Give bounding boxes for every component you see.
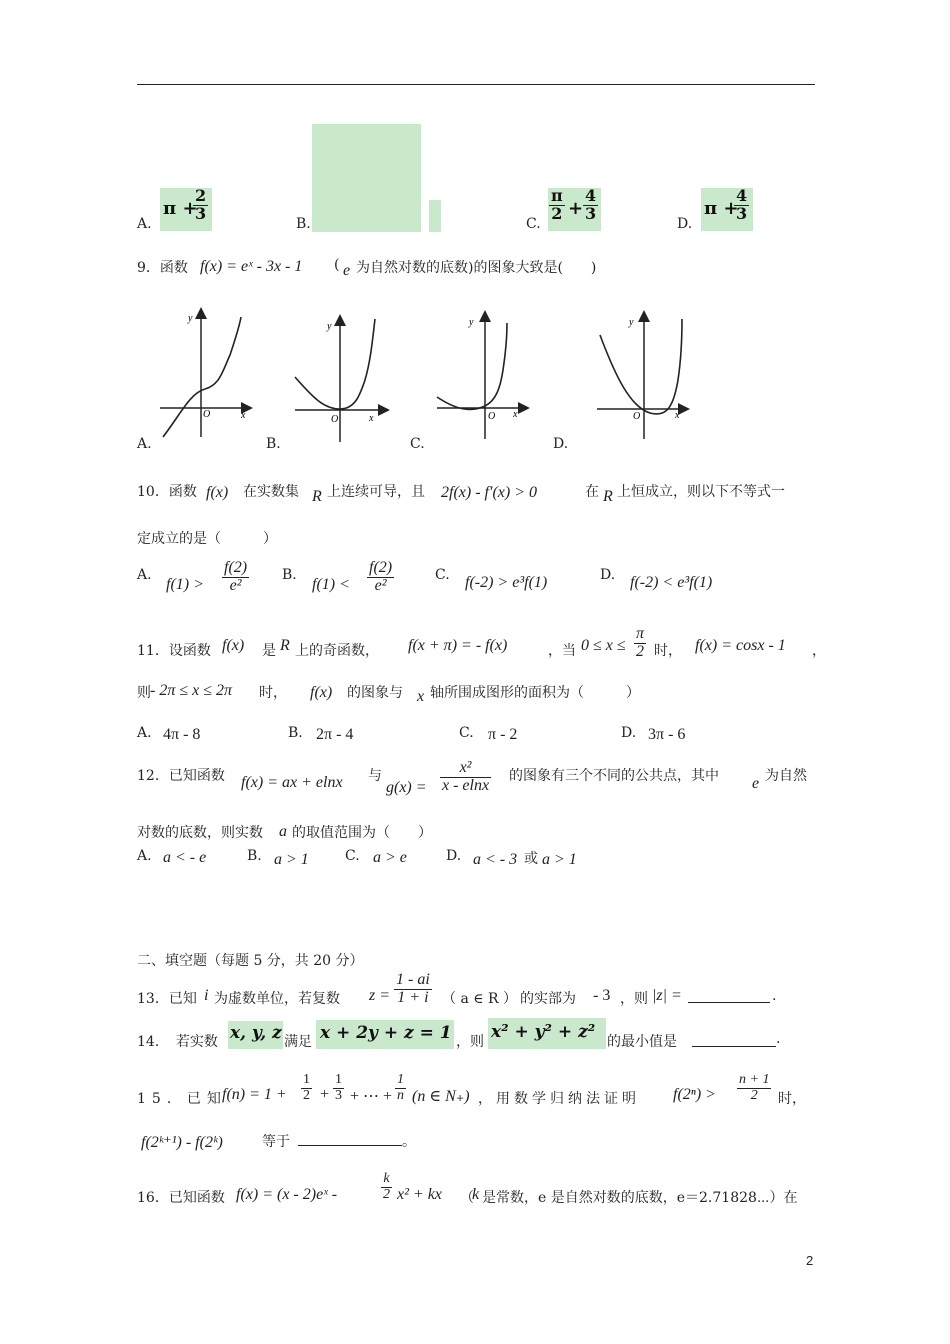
q11-option-a: 4π - 8 (163, 726, 201, 743)
q9-stem-suffix: 为自然对数的底数)的图象大致是( ) (356, 260, 597, 276)
q15-term1: $\frac{1}{2}$ (303, 1072, 310, 1103)
q15-text-c: 时， (778, 1091, 806, 1107)
q9-graphs (155, 305, 795, 445)
q8-option-a-label: A. (137, 216, 152, 232)
q14-vars-highlight (228, 1021, 283, 1049)
q9-d-origin: O (633, 411, 641, 422)
q11-option-d-label: D. (621, 725, 637, 741)
q11-option-b: 2π - 4 (316, 726, 354, 743)
q10-text-d: 在 (585, 484, 599, 500)
q16-k: k (472, 1186, 480, 1203)
q10-option-c: f(-2) > e³f(1) (465, 574, 548, 591)
q14-end: . (776, 1031, 781, 1047)
q9-graph-c (437, 313, 527, 439)
q12-a: a (279, 823, 287, 840)
q9-b-x-label: x (369, 413, 374, 424)
q9-option-b-label: B. (266, 436, 281, 452)
q11-fx: f(x) (222, 637, 245, 654)
q9-d-x-label: x (675, 410, 680, 421)
q15-dots: + ⋯ + (350, 1088, 393, 1105)
q10-text-c: 上连续可导，且 (327, 484, 425, 500)
q8-a-pi: π + (163, 198, 198, 219)
q10-option-b-label: B. (282, 567, 297, 583)
q13-answer-blank[interactable] (688, 1002, 770, 1003)
q11-eq1: f(x + π) = - f(x) (408, 637, 508, 654)
q12-text-c: 的图象有三个不同的公共点，其中 (509, 768, 719, 784)
q11-pi-half: $\frac{\pi}{2}$ (636, 625, 645, 660)
q8-d-pi: π + (704, 198, 739, 219)
q13-text-b: 为虚数单位，若复数 (214, 991, 340, 1007)
q14-expr: x² + y² + z² (491, 1022, 596, 1042)
q9-c-y-label: y (469, 317, 474, 328)
q11-range1: 0 ≤ x ≤ (581, 637, 626, 654)
header-rule (137, 84, 815, 85)
q8-c-plus: + (568, 198, 584, 219)
q14-text-d: 的最小值是 (607, 1034, 677, 1050)
q9-a-y-label: y (188, 313, 193, 324)
q10-option-b-lhs: f(1) < (312, 576, 350, 593)
q15-term3: $\frac{1}{n}$ (397, 1072, 404, 1103)
q9-c-origin: O (488, 411, 496, 422)
q10-R2: R (603, 488, 613, 505)
q8-c-frac: $\frac{4}{3}$ (585, 186, 597, 223)
q13-frac: $\frac{1 - ai}{1 + i}$ (396, 971, 430, 1006)
q11-text-e: 时， (654, 643, 682, 659)
q9-d-y-label: y (629, 317, 634, 328)
q10-option-b-frac: $\frac{f(2)}{\text{e²}}$ (369, 559, 393, 594)
q13-text-c: 的实部为 (520, 991, 576, 1007)
q15-ineq: f(2ⁿ) > (673, 1086, 716, 1103)
q11-option-b-label: B. (288, 725, 303, 741)
q11-text-l2c: 的图象与 (347, 685, 403, 701)
q10-option-a-frac: $\frac{f(2)}{\text{e²}}$ (224, 559, 248, 594)
q8-option-d-label: D. (677, 216, 693, 232)
q9-function: f(x) = eˣ - 3x - 1 (200, 258, 303, 275)
q11-text-l2b: 时， (259, 685, 287, 701)
q15-text-b: ，用数学归纳法证明 (478, 1091, 640, 1107)
q8-option-c-highlight (548, 188, 601, 231)
q13-end: . (772, 988, 777, 1004)
q11-text-d: ，当 (548, 643, 576, 659)
q15-plus: + (320, 1086, 330, 1103)
q9-a-x-label: x (241, 410, 246, 421)
q13-text-d: ，则 (620, 991, 648, 1007)
q14-expr-highlight (488, 1018, 606, 1049)
q12-option-d1: a < - 3 (473, 851, 518, 868)
q8-option-c-label: C. (526, 216, 541, 232)
q12-prefix: 12．已知函数 (137, 768, 225, 784)
q11-text-f: ， (812, 643, 826, 659)
q12-option-d2: a > 1 (542, 851, 577, 868)
q9-e: e (343, 262, 351, 279)
q12-text-b: 与 (368, 768, 382, 784)
q14-eq: x + 2y + z = 1 (320, 1023, 452, 1043)
q10-text-b: 在实数集 (243, 484, 299, 500)
q11-x: x (417, 688, 425, 705)
q10-text-e: 上恒成立，则以下不等式一 (617, 484, 785, 500)
q10-option-a-lhs: f(1) > (166, 576, 204, 593)
q9-stem-prefix: 9．函数 (137, 260, 188, 276)
q8-a-frac: $\frac{2}{3}$ (195, 186, 207, 223)
page-number: 2 (806, 1253, 814, 1268)
q14-text-c: ，则 (456, 1034, 484, 1050)
q14-text-b: 满足 (284, 1034, 312, 1050)
q8-option-d-highlight (701, 188, 753, 231)
q15-rhs-frac: $\frac{n + 1}{2}$ (739, 1072, 770, 1103)
q8-c-pi-frac: $\frac{\pi}{2}$ (551, 186, 563, 223)
q10-prefix: 10．函数 (137, 484, 197, 500)
q14-prefix: 14． 若实数 (137, 1034, 218, 1050)
q12-option-d-label: D. (446, 848, 462, 864)
q12-option-a: a < - e (163, 849, 207, 866)
q15-term2: $\frac{1}{3}$ (335, 1072, 342, 1103)
q12-option-c-label: C. (345, 848, 360, 864)
q12-g-frac: $\frac{\text{x²}}{x - elnx}$ (442, 759, 490, 794)
q12-f: f(x) = ax + elnx (241, 774, 343, 791)
q12-text-l2b: 的取值范围为（ ） (292, 825, 432, 841)
q15-cond: (n ∈ N₊) (412, 1088, 470, 1105)
q11-text-b: 是 (262, 643, 276, 659)
q16-k-frac: $\frac{k}{2}$ (383, 1171, 390, 1202)
q13-condition: （ a ∈ R ） (442, 991, 518, 1007)
q9-graph-a (160, 310, 250, 437)
q13-i: i (204, 987, 209, 1004)
q12-option-a-label: A. (137, 848, 152, 864)
q13-abs-z: |z| = (652, 987, 682, 1004)
q10-option-c-label: C. (435, 567, 450, 583)
q12-text-d: 为自然 (765, 768, 807, 784)
q9-graph-d (597, 313, 687, 439)
q11-option-a-label: A. (137, 725, 152, 741)
q12-option-b: a > 1 (274, 851, 309, 868)
q16-f-lhs: f(x) = (x - 2)eˣ - (236, 1186, 338, 1203)
q11-text-c: 上的奇函数， (295, 643, 379, 659)
q13-z-lhs: z = (369, 987, 391, 1004)
q8-d-frac: $\frac{4}{3}$ (736, 186, 748, 223)
q9-option-d-label: D. (553, 436, 569, 452)
q15-f-lhs: f(n) = 1 + (222, 1086, 287, 1103)
q8-option-b-label: B. (296, 216, 311, 232)
q11-range2: - 2π ≤ x ≤ 2π (150, 682, 233, 699)
q11-eq2: f(x) = cosx - 1 (695, 637, 786, 654)
section-2-title: 二、填空题（每题 5 分，共 20 分） (137, 953, 364, 969)
q9-c-x-label: x (513, 409, 518, 420)
q10-option-d: f(-2) < e³f(1) (630, 574, 713, 591)
q10-fx: f(x) (206, 484, 229, 501)
q9-graph-b (295, 317, 387, 442)
q16-text-c: 是常数，e 是自然对数的底数，e＝2.71828⋯）在 (482, 1190, 798, 1206)
q11-text-l2d: 轴所围成图形的面积为（ ） (430, 685, 640, 701)
q9-option-a-label: A. (137, 436, 152, 452)
q16-text-b: （ (460, 1190, 474, 1206)
q12-g-lhs: g(x) = (386, 779, 427, 796)
q10-option-a-label: A. (137, 567, 152, 583)
q9-option-c-label: C. (410, 436, 425, 452)
q15-end: 。 (402, 1134, 416, 1150)
q11-fx2: f(x) (310, 684, 333, 701)
q9-a-origin: O (203, 409, 211, 420)
q10-line2: 定成立的是（ ） (137, 531, 277, 547)
q16-f-rhs: x² + kx (397, 1186, 442, 1203)
q15-prefix: 15．已知 (137, 1091, 227, 1107)
q12-option-d-or: 或 (524, 851, 538, 867)
q16-prefix: 16．已知函数 (137, 1190, 225, 1206)
q8-option-b-highlight-small (429, 200, 441, 232)
q8-option-a-highlight (160, 188, 212, 231)
q9-b-y-label: y (327, 321, 332, 332)
q11-prefix: 11．设函数 (137, 643, 211, 659)
q12-text-l2a: 对数的底数，则实数 (137, 825, 263, 841)
q13-prefix: 13．已知 (137, 991, 197, 1007)
q11-text-l2a: 则 (137, 685, 151, 701)
q15-answer-blank[interactable] (298, 1145, 402, 1146)
q8-option-b-highlight (312, 124, 421, 232)
q12-option-b-label: B. (247, 848, 262, 864)
q15-line2-expr: f(2ᵏ⁺¹) - f(2ᵏ) (141, 1134, 223, 1151)
q11-option-c: π - 2 (488, 726, 518, 743)
q14-eq-highlight (316, 1020, 454, 1049)
q10-R: R (312, 488, 322, 505)
q11-option-d: 3π - 6 (648, 726, 686, 743)
q11-option-c-label: C. (459, 725, 474, 741)
q14-answer-blank[interactable] (692, 1046, 776, 1047)
q12-option-c: a > e (373, 849, 407, 866)
q10-option-d-label: D. (600, 567, 616, 583)
q15-line2-text: 等于 (262, 1134, 290, 1150)
q9-b-origin: O (331, 414, 339, 425)
q10-condition: 2f(x) - f′(x) > 0 (441, 484, 538, 501)
q14-vars: x, y, z (230, 1023, 282, 1043)
q11-R: R (280, 637, 290, 654)
q12-e: e (752, 775, 760, 792)
q9-paren: ( (334, 257, 340, 273)
q13-value: - 3 (593, 987, 611, 1004)
